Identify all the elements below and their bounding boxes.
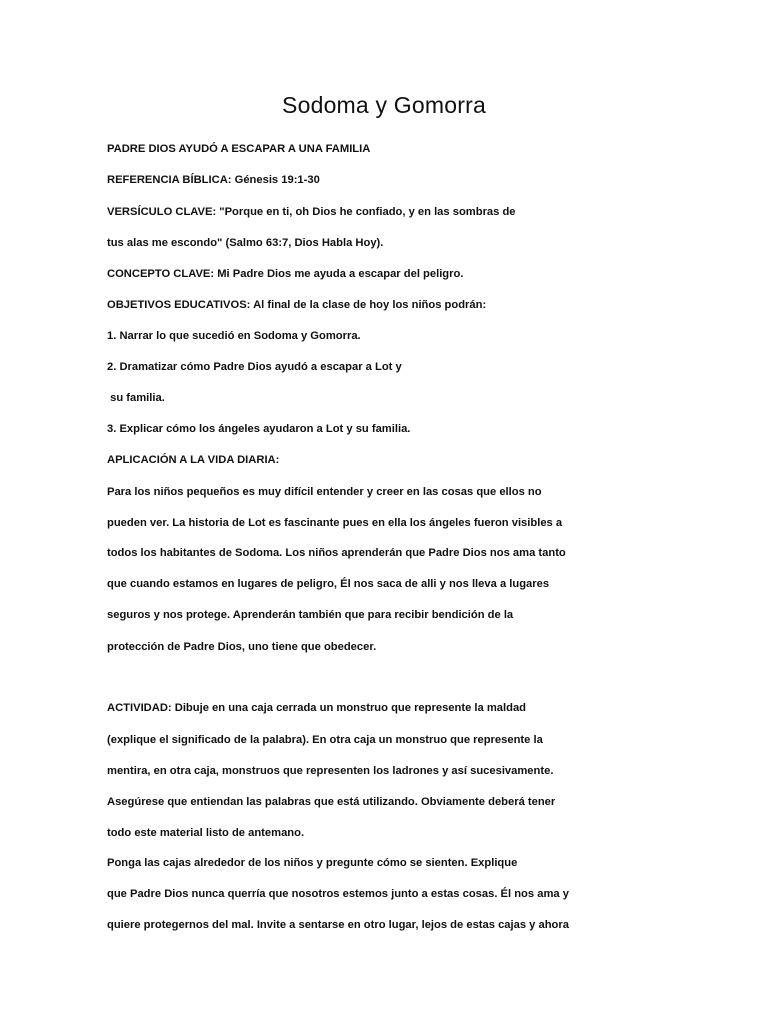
objective-2-line-1: 2. Dramatizar cómo Padre Dios ayudó a escapar a Lot y [107, 361, 402, 373]
paragraph-line: seguros y nos protege. Aprenderán también que para recibir bendición de la [107, 609, 514, 621]
paragraph-line: que cuando estamos en lugares de peligro, Él nos saca de alli y nos lleva a lugares [107, 578, 550, 590]
application-heading: APLICACIÓN A LA VIDA DIARIA: [107, 454, 280, 466]
activity-line: todo este material listo de antemano. [107, 827, 305, 839]
objective-3: 3. Explicar cómo los ángeles ayudaron a Lot y su familia. [107, 423, 411, 435]
activity-line: que Padre Dios nunca querría que nosotros estemos junto a estas cosas. Él nos ama y [107, 888, 569, 900]
reference-line: REFERENCIA BÍBLICA: Génesis 19:1-30 [107, 174, 320, 186]
page-title: Sodoma y Gomorra [282, 92, 486, 118]
paragraph-line: protección de Padre Dios, uno tiene que obedecer. [107, 641, 377, 653]
activity-line: mentira, en otra caja, monstruos que representen los ladrones y así sucesivamente. [107, 765, 554, 777]
key-verse-line-2: tus alas me escondo" (Salmo 63:7, Dios Habla Hoy). [107, 237, 384, 249]
objective-1: 1. Narrar lo que sucedió en Sodoma y Gomorra. [107, 330, 361, 342]
activity-line: Asegúrese que entiendan las palabras que está utilizando. Obviamente deberá tener [107, 796, 556, 808]
activity-line: ACTIVIDAD: Dibuje en una caja cerrada un monstruo que represente la maldad [107, 702, 527, 714]
paragraph-line: pueden ver. La historia de Lot es fascinante pues en ella los ángeles fueron visibles a [107, 517, 563, 529]
activity-line: (explique el significado de la palabra). En otra caja un monstruo que represente la [107, 734, 543, 746]
key-concept-line: CONCEPTO CLAVE: Mi Padre Dios me ayuda a escapar del peligro. [107, 268, 464, 280]
subtitle-line: PADRE DIOS AYUDÓ A ESCAPAR A UNA FAMILIA [107, 143, 371, 155]
objective-2-line-2: su familia. [107, 392, 165, 404]
key-verse-line-1: VERSÍCULO CLAVE: "Porque en ti, oh Dios he confiado, y en las sombras de [107, 206, 516, 218]
objectives-heading: OBJETIVOS EDUCATIVOS: Al final de la clase de hoy los niños podrán: [107, 299, 487, 311]
paragraph-line: todos los habitantes de Sodoma. Los niños aprenderán que Padre Dios nos ama tanto [107, 547, 566, 559]
activity-line: quiere protegernos del mal. Invite a sentarse en otro lugar, lejos de estas cajas y ahora [107, 919, 569, 931]
activity-line: Ponga las cajas alrededor de los niños y pregunte cómo se sienten. Explique [107, 857, 518, 869]
paragraph-line: Para los niños pequeños es muy difícil entender y creer en las cosas que ellos no [107, 486, 542, 498]
